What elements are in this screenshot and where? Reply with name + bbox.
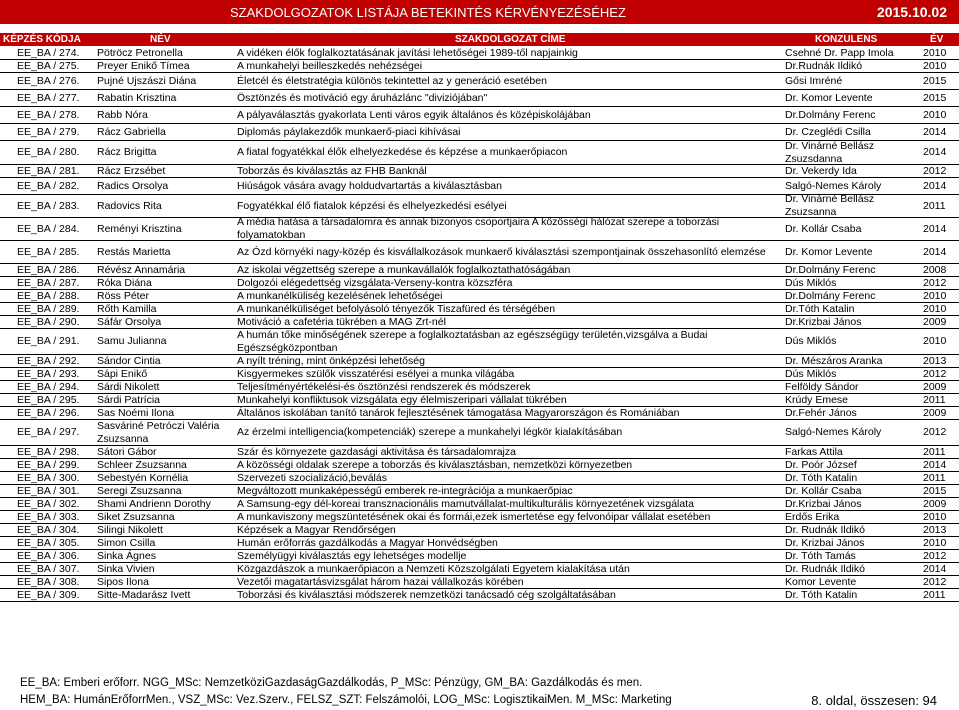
column-header-year: ÉV (930, 34, 944, 45)
table-row (0, 498, 959, 511)
row-name: Rácz Gabriella (97, 125, 166, 138)
row-name: Siket Zsuzsanna (97, 511, 175, 523)
row-name: Rőth Kamilla (97, 303, 157, 315)
row-code: EE_BA / 285. (17, 245, 80, 258)
row-name: Sándor Cintia (97, 355, 161, 367)
row-name: Sátori Gábor (97, 446, 157, 458)
row-name: Radics Orsolya (97, 179, 169, 192)
row-year: 2014 (923, 146, 947, 158)
title-bar (0, 0, 959, 24)
table-row (0, 329, 959, 355)
table-row (0, 368, 959, 381)
column-header-title: SZAKDOLGOZAT CÍME (455, 34, 566, 45)
row-name: Sas Noémi Ilona (97, 407, 175, 419)
row-advisor: Dr. Komor Levente (785, 91, 873, 104)
column-header-code: KÉPZÉS KÓDJA (3, 34, 81, 45)
table-row (0, 511, 959, 524)
row-title: Teljesítményértékelési-és ösztönzési rendszerek és módszerek (237, 381, 531, 393)
row-code: EE_BA / 302. (17, 498, 80, 510)
row-advisor: Dr. Czeglédi Csilla (785, 125, 871, 138)
report-date: 2015.10.02 (876, 4, 947, 20)
row-name: Schleer Zsuzsanna (97, 459, 187, 471)
row-name: Sápi Enikő (97, 368, 148, 380)
row-advisor: Farkas Attila (785, 446, 843, 458)
row-title: Életcél és életstratégia különös tekintettel az y generáció esetében (237, 74, 547, 87)
row-title: Szervezeti szocializáció,beválás (237, 472, 387, 484)
row-year: 2010 (923, 511, 947, 523)
row-code: EE_BA / 303. (17, 511, 80, 523)
row-code: EE_BA / 301. (17, 485, 80, 497)
row-year: 2010 (923, 60, 947, 72)
row-code: EE_BA / 288. (17, 290, 80, 302)
table-row (0, 316, 959, 329)
table-row (0, 394, 959, 407)
row-year: 2010 (923, 47, 947, 59)
row-year: 2011 (923, 589, 946, 601)
row-year: 2010 (923, 303, 947, 315)
row-year: 2010 (923, 335, 947, 347)
row-year: 2014 (923, 245, 947, 258)
table-row (0, 355, 959, 368)
row-code: EE_BA / 308. (17, 576, 80, 588)
row-advisor: Dr. Krizbai János (785, 537, 865, 549)
row-title: A pályaválasztás gyakorlata Lenti város egyik általános és középiskolájában (237, 108, 591, 121)
row-code: EE_BA / 277. (17, 91, 80, 104)
row-advisor: Dr. Vinárné Bellász Zsuzsanna (785, 195, 875, 217)
row-advisor: Dr.Dolmány Ferenc (785, 108, 876, 121)
row-year: 2009 (923, 316, 947, 328)
row-advisor: Dr. Vinárné Bellász Zsuzsdanna (785, 141, 875, 164)
row-name: Rácz Erzsébet (97, 165, 166, 177)
table-row (0, 303, 959, 316)
table-row (0, 90, 959, 107)
row-title: Diplomás páylakezdők munkaerő-piaci kihívásai (237, 125, 461, 138)
row-title: A humán tőke minőségének szerepe a foglalkoztatásban az egészségügy területén,vizsgálva a Budai Egészségközpontban (237, 329, 708, 354)
table-row (0, 124, 959, 141)
row-name: Simon Csilla (97, 537, 156, 549)
row-advisor: Dús Miklós (785, 335, 837, 347)
row-code: EE_BA / 294. (17, 381, 80, 393)
row-title: A munkaviszony megszüntetésének okai és formái,ezek ismertetése egy felvonóipar vállalat esetében (237, 511, 711, 523)
row-title: Az iskolai végzettség szerepe a munkavállalók foglalkoztathatóságában (237, 264, 571, 276)
footer-legend-line1: EE_BA: Emberi erőforr. NGG_MSc: NemzetköziGazdaságGazdálkodás, P_MSc: Pénzügy, GM_BA: Gazdálkodás és men. (20, 677, 643, 689)
table-row (0, 524, 959, 537)
row-code: EE_BA / 296. (17, 407, 80, 419)
row-advisor: Dr.Dolmány Ferenc (785, 290, 876, 302)
table-row (0, 589, 959, 602)
row-advisor: Felföldy Sándor (785, 381, 859, 393)
row-code: EE_BA / 291. (17, 335, 80, 347)
row-name: Sebestyén Kornélia (97, 472, 189, 484)
row-name: Sinka Vivien (97, 563, 155, 575)
row-code: EE_BA / 279. (17, 125, 80, 138)
row-name: Révész Annamária (97, 264, 186, 276)
row-code: EE_BA / 274. (17, 47, 80, 59)
row-year: 2009 (923, 381, 947, 393)
row-advisor: Dr. Kollár Csaba (785, 485, 862, 497)
row-title: Megváltozott munkaképességű emberek re-integrációja a munkaerőpiac (237, 485, 573, 497)
table-row (0, 550, 959, 563)
row-title: Munkahelyi konfliktusok vizsgálata egy élelmiszeripari vállalat tükrében (237, 394, 567, 406)
row-code: EE_BA / 290. (17, 316, 80, 328)
row-title: A munkanélküliség kezelésének lehetőségei (237, 290, 443, 302)
row-year: 2011 (923, 472, 946, 484)
row-name: Rabatin Krisztina (97, 91, 177, 104)
row-name: Sárdi Patrícia (97, 394, 161, 406)
row-year: 2014 (923, 459, 947, 471)
table-row (0, 472, 959, 485)
row-title: A fiatal fogyatékkal élők elhelyezkedése és képzése a munkaerőpiacon (237, 146, 568, 158)
row-code: EE_BA / 298. (17, 446, 80, 458)
row-name: Sáfár Orsolya (97, 316, 162, 328)
row-advisor: Gősi Imréné (785, 74, 843, 87)
row-name: Sasváriné Petróczi Valéria Zsuzsanna (97, 420, 220, 445)
row-year: 2011 (923, 394, 946, 406)
row-title: Humán erőforrás gazdálkodás a Magyar Honvédségben (237, 537, 498, 549)
row-title: Az Ózd környéki nagy-közép és kisvállalkozások munkaerő kiválasztási szempontjainak összehasonlító elemzése (237, 245, 766, 258)
row-code: EE_BA / 304. (17, 524, 80, 536)
row-advisor: Dr.Tóth Katalin (785, 303, 855, 315)
row-year: 2015 (923, 74, 947, 87)
table-row (0, 218, 959, 241)
row-name: Pujné Ujszászi Diána (97, 74, 197, 87)
row-name: Shami Andrienn Dorothy (97, 498, 211, 510)
table-row (0, 537, 959, 550)
row-title: Képzések a Magyar Rendőrségen (237, 524, 396, 536)
row-code: EE_BA / 283. (17, 199, 80, 212)
table-row (0, 47, 959, 60)
row-title: Hiúságok vására avagy holdudvartartás a kiválasztásban (237, 179, 502, 192)
row-title: Vezetői magatartásvizsgálat három hazai vállalkozás körében (237, 576, 524, 588)
row-year: 2013 (923, 524, 947, 536)
row-advisor: Erdős Erika (785, 511, 840, 523)
row-year: 2012 (923, 277, 947, 289)
row-title: A vidéken élők foglalkoztatásának javítási lehetőségei 1989-től napjainkig (237, 47, 578, 59)
page-title: SZAKDOLGOZATOK LISTÁJA BETEKINTÉS KÉRVÉNYEZÉSÉHEZ (230, 5, 626, 20)
row-year: 2011 (923, 199, 946, 212)
row-year: 2010 (923, 108, 947, 121)
row-code: EE_BA / 300. (17, 472, 80, 484)
table-row (0, 165, 959, 178)
table-row (0, 290, 959, 303)
column-header-name: NÉV (150, 34, 171, 45)
row-title: A nyílt tréning, mint önképzési lehetőség (237, 355, 425, 367)
row-advisor: Dr. Kollár Csaba (785, 222, 862, 235)
table-row (0, 73, 959, 90)
row-advisor: Dr.Krizbai János (785, 316, 862, 328)
row-title: Általános iskolában tanító tanárok fejlesztésének támogatása Magyarországon és Romániában (237, 407, 680, 419)
row-title: Motiváció a cafetéria tükrében a MAG Zrt-nél (237, 316, 446, 328)
row-name: Sárdi Nikolett (97, 381, 160, 393)
row-year: 2014 (923, 179, 947, 192)
row-title: A média hatása a társadalomra és annak bizonyos csoportjaira A közösségi hálózat szerepe a toborzási folyamatokban (237, 218, 720, 240)
table-row (0, 407, 959, 420)
row-name: Róka Diána (97, 277, 152, 289)
row-year: 2009 (923, 407, 947, 419)
row-name: Reményi Krisztina (97, 222, 182, 235)
row-year: 2010 (923, 537, 947, 549)
row-advisor: Dús Miklós (785, 368, 837, 380)
row-year: 2012 (923, 368, 947, 380)
row-advisor: Csehné Dr. Papp Imola (785, 47, 894, 59)
table-row (0, 178, 959, 195)
row-title: A közösségi oldalak szerepe a toborzás és kiválasztásban, nemzetközi környezetben (237, 459, 633, 471)
row-advisor: Dr. Tóth Katalin (785, 589, 858, 601)
table-row (0, 241, 959, 264)
footer-legend-line2: HEM_BA: HumánErőforrMen., VSZ_MSc: Vez.Szerv., FELSZ_SZT: Felszámolói, LOG_MSc: LogisztikaiMen. M_MSc: Marketing (20, 694, 672, 706)
row-code: EE_BA / 275. (17, 60, 80, 72)
table-row (0, 576, 959, 589)
table-row (0, 420, 959, 446)
row-year: 2012 (923, 426, 947, 438)
row-advisor: Dús Miklós (785, 277, 837, 289)
row-title: A munkahelyi beilleszkedés nehézségei (237, 60, 423, 72)
row-advisor: Dr. Tóth Katalin (785, 472, 858, 484)
table-row (0, 107, 959, 124)
row-year: 2008 (923, 264, 947, 276)
row-year: 2011 (923, 446, 946, 458)
row-name: Pötröcz Petronella (97, 47, 183, 59)
row-title: Toborzás és kiválasztás az FHB Banknál (237, 165, 427, 177)
table-row (0, 60, 959, 73)
row-title: Ösztönzés és motiváció egy áruházlánc "diviziójában" (237, 91, 488, 104)
row-name: Silingi Nikolett (97, 524, 163, 536)
row-advisor: Salgó-Nemes Károly (785, 179, 882, 192)
row-title: Személyügyi kiválasztás egy lehetséges modellje (237, 550, 467, 562)
row-name: Rabb Nóra (97, 108, 148, 121)
row-year: 2014 (923, 125, 947, 138)
row-title: A Samsung-egy dél-koreai transznacionális mamutvállalat-multikulturális környezetének vizsgálata (237, 498, 694, 510)
row-year: 2013 (923, 355, 947, 367)
row-advisor: Salgó-Nemes Károly (785, 426, 882, 438)
row-advisor: Dr.Rudnák Ildikó (785, 60, 863, 72)
table-row (0, 459, 959, 472)
row-code: EE_BA / 295. (17, 394, 80, 406)
row-name: Sipos Ilona (97, 576, 149, 588)
row-name: Radovics Rita (97, 199, 162, 212)
row-advisor: Dr.Fehér János (785, 407, 857, 419)
row-advisor: Dr. Rudnák Ildikó (785, 524, 865, 536)
row-code: EE_BA / 286. (17, 264, 80, 276)
row-code: EE_BA / 292. (17, 355, 80, 367)
row-code: EE_BA / 307. (17, 563, 80, 575)
row-code: EE_BA / 299. (17, 459, 80, 471)
row-title: Szár és környezete gazdasági aktivitása és társadalomrajza (237, 446, 516, 458)
row-year: 2014 (923, 222, 947, 235)
row-name: Preyer Enikő Tímea (97, 60, 190, 72)
row-year: 2012 (923, 165, 947, 177)
row-title: Fogyatékkal élő fiatalok képzési és elhelyezkedési esélyei (237, 199, 507, 212)
row-name: Samu Julianna (97, 335, 167, 347)
row-code: EE_BA / 276. (17, 74, 80, 87)
row-name: Restás Marietta (97, 245, 171, 258)
row-code: EE_BA / 293. (17, 368, 80, 380)
row-code: EE_BA / 297. (17, 426, 80, 438)
row-name: Seregi Zsuzsanna (97, 485, 182, 497)
row-name: Rácz Brigitta (97, 146, 157, 158)
row-name: Sinka Ágnes (97, 550, 156, 562)
row-advisor: Komor Levente (785, 576, 857, 588)
column-header-advisor: KONZULENS (815, 34, 878, 45)
row-code: EE_BA / 284. (17, 222, 80, 235)
row-code: EE_BA / 278. (17, 108, 80, 121)
row-title: Közgazdászok a munkaerőpiacon a Nemzeti Közszolgálati Egyetem kialakítása után (237, 563, 630, 575)
table-row (0, 264, 959, 277)
row-advisor: Dr. Mészáros Aranka (785, 355, 883, 367)
row-title: Toborzási és kiválasztási módszerek nemzetközi tanácsadó cég szolgáltatásában (237, 589, 616, 601)
row-advisor: Dr. Rudnák Ildikó (785, 563, 865, 575)
row-advisor: Dr.Krizbai János (785, 498, 862, 510)
table-row (0, 141, 959, 165)
row-code: EE_BA / 289. (17, 303, 80, 315)
row-year: 2010 (923, 290, 947, 302)
row-title: Dolgozói elégedettség vizsgálata-Verseny-kontra közszféra (237, 277, 513, 289)
row-advisor: Dr. Poór József (785, 459, 857, 471)
page-counter: 8. oldal, összesen: 94 (811, 693, 937, 708)
table-row (0, 195, 959, 218)
row-code: EE_BA / 306. (17, 550, 80, 562)
row-title: A munkanélküliséget befolyásoló tényezők Tiszafüred és térségében (237, 303, 556, 315)
row-name: Röss Péter (97, 290, 149, 302)
row-code: EE_BA / 280. (17, 146, 80, 158)
row-year: 2012 (923, 576, 947, 588)
row-name: Sitte-Madarász Ivett (97, 589, 191, 601)
row-year: 2012 (923, 550, 947, 562)
row-title: Az érzelmi intelligencia(kompetenciák) szerepe a munkahelyi légkör kialakításában (237, 426, 623, 438)
column-header-row (0, 33, 959, 46)
row-code: EE_BA / 309. (17, 589, 80, 601)
table-row (0, 446, 959, 459)
row-year: 2015 (923, 485, 947, 497)
row-code: EE_BA / 287. (17, 277, 80, 289)
row-code: EE_BA / 305. (17, 537, 80, 549)
row-advisor: Dr. Vekerdy Ida (785, 165, 857, 177)
table-row (0, 277, 959, 290)
row-code: EE_BA / 282. (17, 179, 80, 192)
row-advisor: Krúdy Emese (785, 394, 849, 406)
table-row (0, 563, 959, 576)
row-year: 2014 (923, 563, 947, 575)
row-advisor: Dr. Tóth Tamás (785, 550, 856, 562)
row-year: 2009 (923, 498, 947, 510)
row-title: Kisgyermekes szülők visszatérési esélyei a munka világába (237, 368, 515, 380)
table-row (0, 381, 959, 394)
table-row (0, 485, 959, 498)
row-year: 2015 (923, 91, 947, 104)
row-advisor: Dr. Komor Levente (785, 245, 873, 258)
row-code: EE_BA / 281. (17, 165, 80, 177)
row-advisor: Dr.Dolmány Ferenc (785, 264, 876, 276)
